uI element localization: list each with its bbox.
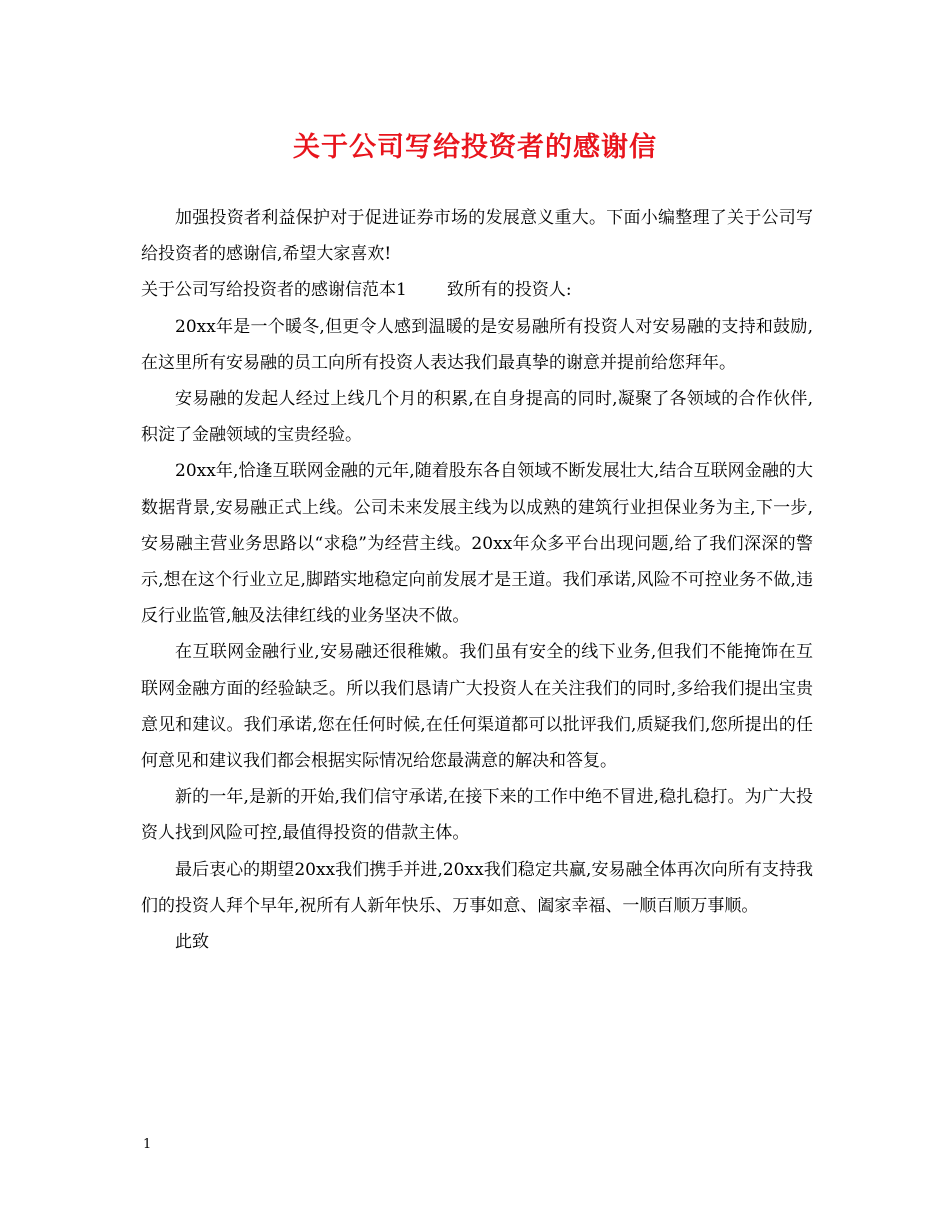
closing-line: 此致 — [175, 932, 209, 953]
salutation: 致所有的投资人: — [446, 280, 572, 301]
body-paragraph-3: 20xx年,恰逢互联网金融的元年,随着股东各自领域不断发展壮大,结合互联网金融的大数据背景,安易融正式上线。公司未来发展主线为以成熟的建筑行业担保业务为主,下一步,安易融主营业务思路以“求稳”为经营主线。20xx年众多平台出现问题,给了我们深深的警示,想在这个行业立足,脚踏实地稳定向前发展才是王道。我们承诺,风险不可控业务不做,违反行业监管,触及法律红线的业务坚决不做。 — [141, 461, 813, 627]
body-paragraph-5: 新的一年,是新的开始,我们信守承诺,在接下来的工作中绝不冒进,稳扎稳打。为广大投资人找到风险可控,最值得投资的借款主体。 — [141, 787, 813, 844]
page-number: 1 — [143, 1137, 152, 1152]
body-paragraph-2: 安易融的发起人经过上线几个月的积累,在自身提高的同时,凝聚了各领域的合作伙伴,积淀了金融领域的宝贵经验。 — [141, 389, 813, 446]
letter-body — [141, 200, 813, 960]
sample-heading: 关于公司写给投资者的感谢信范本1 — [141, 280, 407, 301]
sample-heading-line — [141, 272, 813, 308]
body-paragraph-1: 20xx年是一个暖冬,但更令人感到温暖的是安易融所有投资人对安易融的支持和鼓励,在这里所有安易融的员工向所有投资人表达我们最真挚的谢意并提前给您拜年。 — [141, 316, 813, 373]
body-paragraph-4: 在互联网金融行业,安易融还很稚嫩。我们虽有安全的线下业务,但我们不能掩饰在互联网金融方面的经验缺乏。所以我们恳请广大投资人在关注我们的同时,多给我们提出宝贵意见和建议。我们承诺,您在任何时候,在任何渠道都可以批评我们,质疑我们,您所提出的任何意见和建议我们都会根据实际情况给您最满意的解决和答复。 — [141, 642, 813, 772]
page-title: 关于公司写给投资者的感谢信 — [293, 132, 657, 163]
intro-paragraph: 加强投资者利益保护对于促进证券市场的发展意义重大。下面小编整理了关于公司写给投资者的感谢信,希望大家喜欢! — [141, 208, 813, 265]
body-paragraph-6: 最后衷心的期望20xx我们携手并进,20xx我们稳定共赢,安易融全体再次向所有支持我们的投资人拜个早年,祝所有人新年快乐、万事如意、阖家幸福、一顺百顺万事顺。 — [141, 859, 813, 916]
